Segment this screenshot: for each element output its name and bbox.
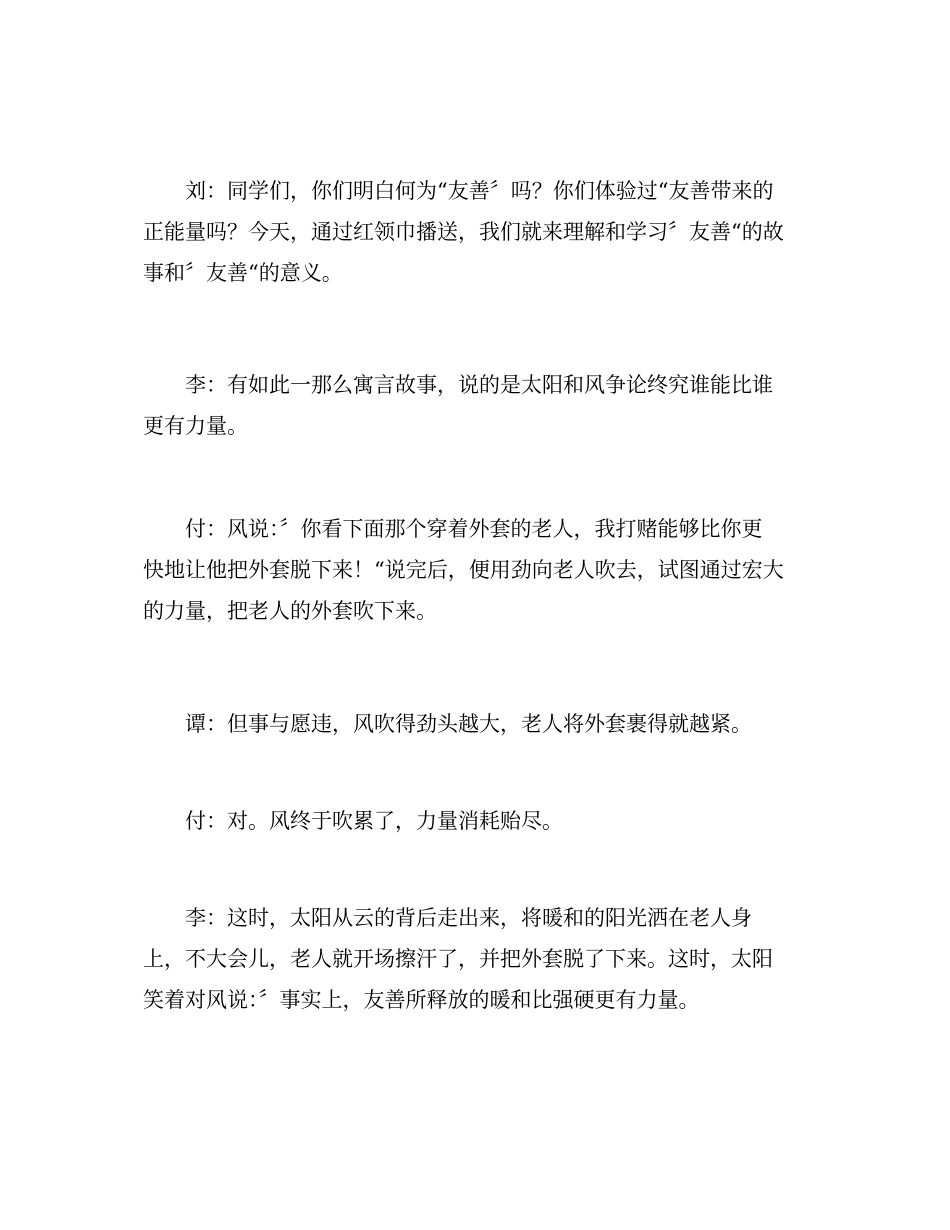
- paragraph-li-sun: 李：这时，太阳从云的背后走出来，将暖和的阳光洒在老人身 上，不大会儿，老人就开场擦汗了，并把外套脱了下来。这时，太阳 笑着对风说：〞事实上，友善所释放的暖和比强硬更有力量。: [143, 906, 773, 1012]
- paragraph-fu-tired: 付：对。风终于吹累了，力量消耗贻尽。: [143, 809, 563, 833]
- paragraph-li-fable: 李：有如此一那么寓言故事，说的是太阳和风争论终究谁能比谁 更有力量。: [143, 373, 773, 438]
- paragraph-liu-intro: 刘：同学们，你们明白何为“友善〞吗？你们体验过“友善带来的 正能量吗？今天，通过红领巾播送，我们就来理解和学习〞友善“的故 事和〞友善“的意义。: [143, 179, 784, 285]
- paragraph-tan: 谭：但事与愿违，风吹得劲头越大，老人将外套裹得就越紧。: [143, 712, 752, 736]
- paragraph-fu-wind: 付：风说：〞你看下面那个穿着外套的老人，我打赌能够比你更 快地让他把外套脱下来！“说完后，便用劲向老人吹去，试图通过宏大 的力量，把老人的外套吹下来。: [143, 517, 784, 623]
